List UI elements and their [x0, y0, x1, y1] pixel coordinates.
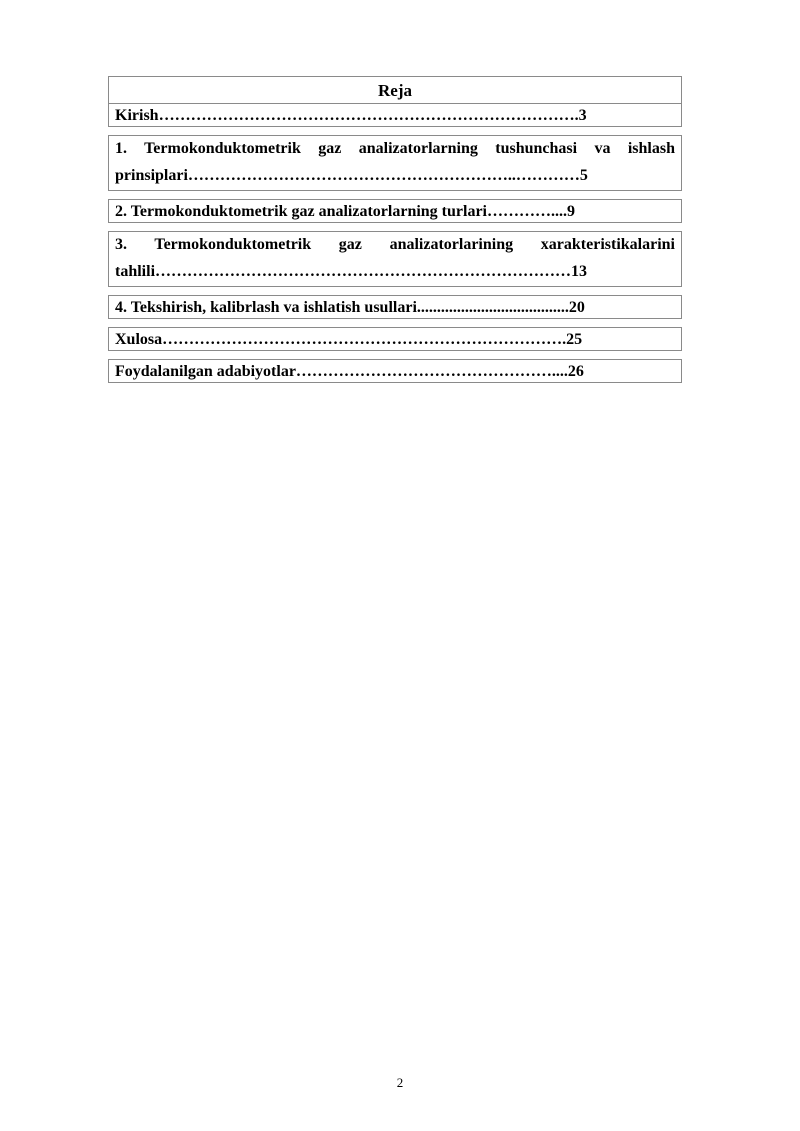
toc-entry-section-3 [108, 231, 682, 287]
toc-entry-xulosa [108, 327, 682, 351]
toc-entry-kirish [108, 103, 682, 127]
toc-entry-section-2 [108, 199, 682, 223]
toc-entry-text: 3. Termokonduktometrik gaz analizatorlarining xarakteristikalarini [115, 236, 675, 253]
toc-entry-text: prinsiplari……………………………………………………..…………5 [115, 167, 588, 184]
toc-entry-text: 1. Termokonduktometrik gaz analizatorlarning tushunchasi va ishlash [115, 140, 675, 157]
table-of-contents [108, 76, 682, 383]
toc-entry-text: Kirish…………………………………………………………………….3 [115, 107, 587, 124]
toc-entry-section-1 [108, 135, 682, 191]
toc-entry-text: 4. Tekshirish, kalibrlash va ishlatish usullari......................................20 [115, 299, 585, 316]
toc-entry-text: tahlili……………………………………………………………………13 [115, 263, 588, 280]
page-number: 2 [396, 1075, 404, 1090]
toc-entry-text: 2. Termokonduktometrik gaz analizatorlarning turlari…………....9 [115, 203, 575, 220]
toc-title: Reja [108, 76, 682, 103]
toc-entry-text: Xulosa………………………………………………………………….25 [115, 331, 583, 348]
toc-entry-adabiyotlar [108, 359, 682, 383]
toc-entry-section-4 [108, 295, 682, 319]
toc-entry-text: Foydalanilgan adabiyotlar…………………………………………....26 [115, 363, 584, 380]
